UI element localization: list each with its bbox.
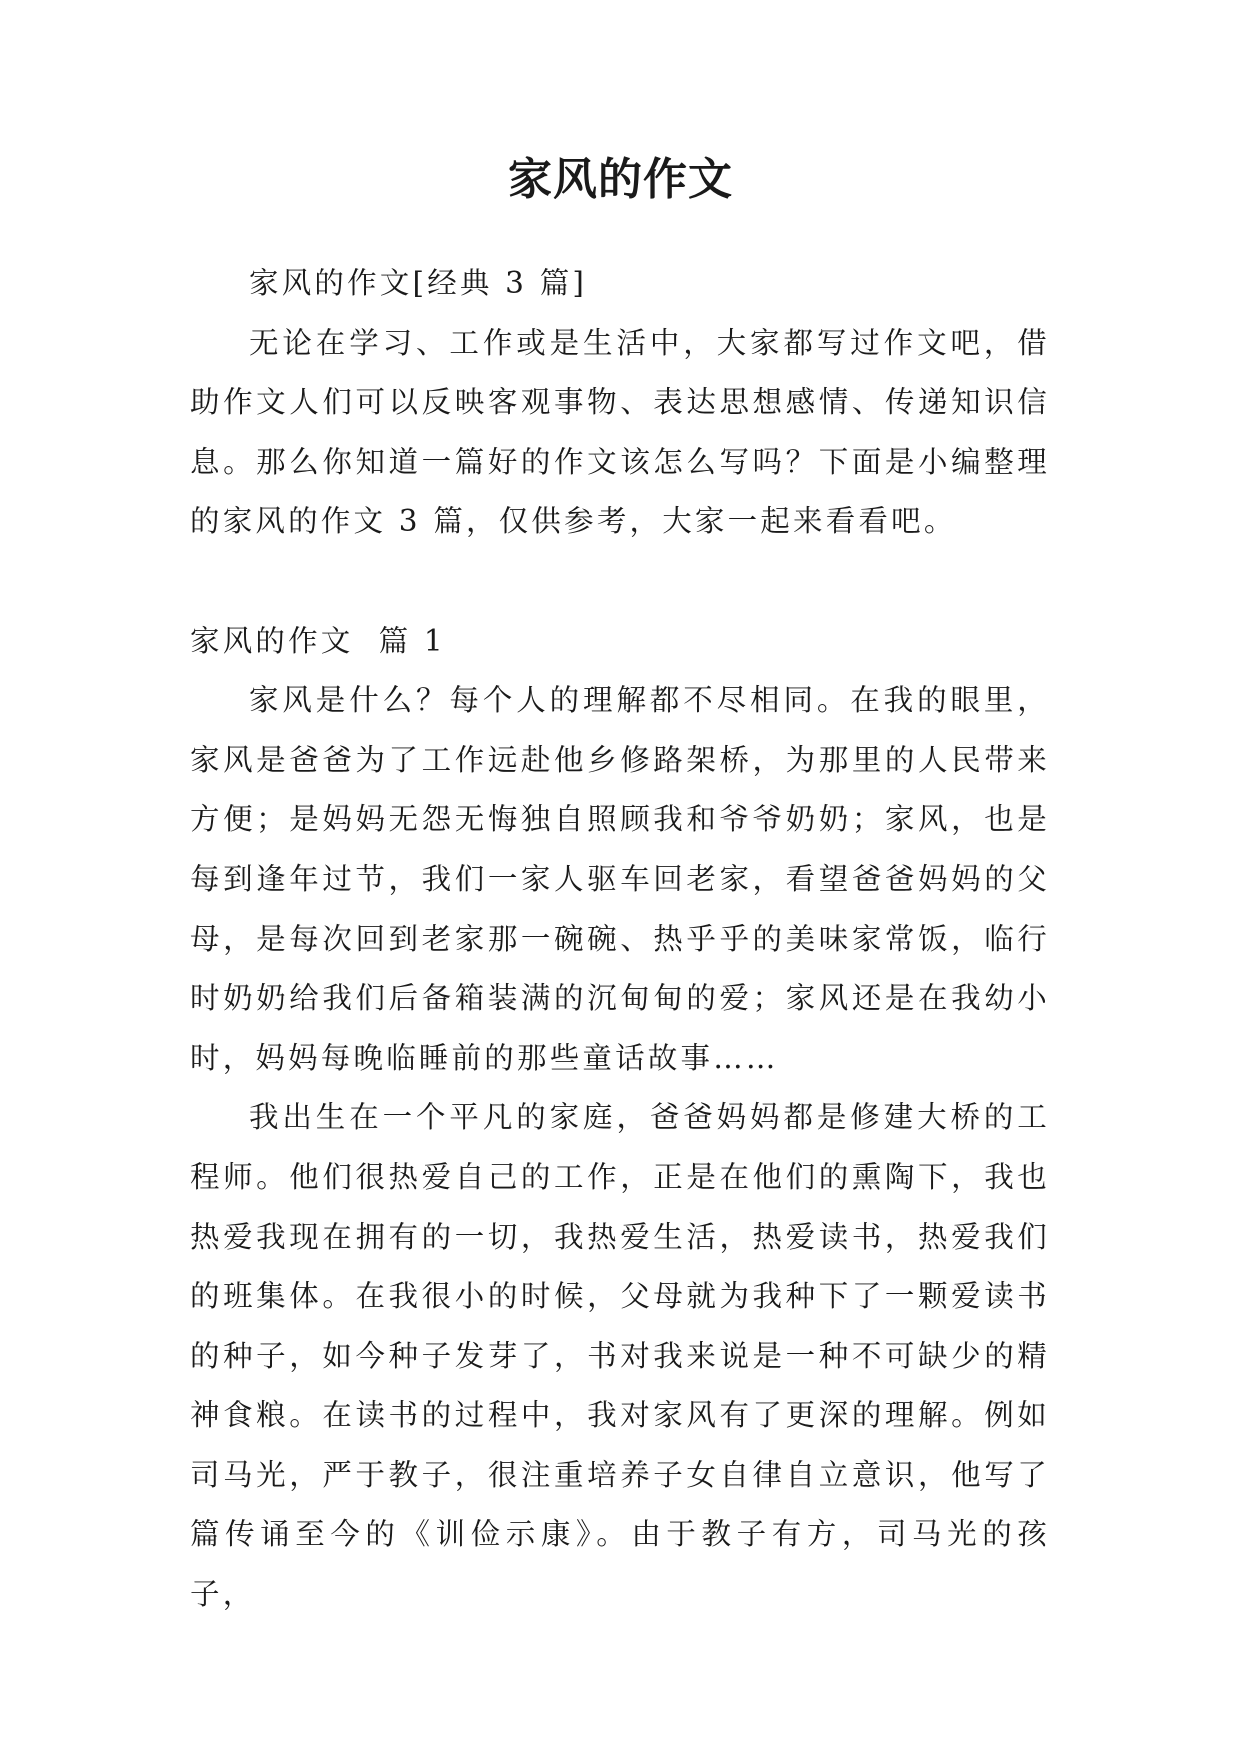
document-title: 家风的作文 [508, 154, 733, 205]
section-heading: 家风的作文 篇 1 [190, 623, 446, 658]
section-spacer [190, 552, 1050, 612]
document-body [190, 254, 1050, 1625]
intro-paragraph: 无论在学习、工作或是生活中，大家都写过作文吧，借助作文人们可以反映客观事物、表达思想感情、传递知识信息。那么你知道一篇好的作文该怎么写吗？下面是小编整理的家风的作文 3 篇，仅供参考，大家一起来看看吧。 [190, 325, 1050, 539]
document-subtitle: 家风的作文[经典 3 篇] [249, 266, 588, 300]
section-paragraph: 我出生在一个平凡的家庭，爸爸妈妈都是修建大桥的工程师。他们很热爱自己的工作，正是在他们的熏陶下，我也热爱我现在拥有的一切，我热爱生活，热爱读书，热爱我们的班集体。在我很小的时候，父母就为我种下了一颗爱读书的种子，如今种子发芽了，书对我来说是一种不可缺少的精神食粮。在读书的过程中，我对家风有了更深的理解。例如司马光，严于教子，很注重培养子女自律自立意识，他写了篇传诵至今的《训俭示康》。由于教子有方，司马光的孩子， [190, 1100, 1050, 1612]
section-paragraph: 家风是什么？每个人的理解都不尽相同。在我的眼里，家风是爸爸为了工作远赴他乡修路架桥，为那里的人民带来方便；是妈妈无怨无悔独自照顾我和爷爷奶奶；家风，也是每到逢年过节，我们一家人驱车回老家，看望爸爸妈妈的父母，是每次回到老家那一碗碗、热乎乎的美味家常饭，临行时奶奶给我们后备箱装满的沉甸甸的爱；家风还是在我幼小时，妈妈每晚临睡前的那些童话故事…… [190, 683, 1050, 1075]
